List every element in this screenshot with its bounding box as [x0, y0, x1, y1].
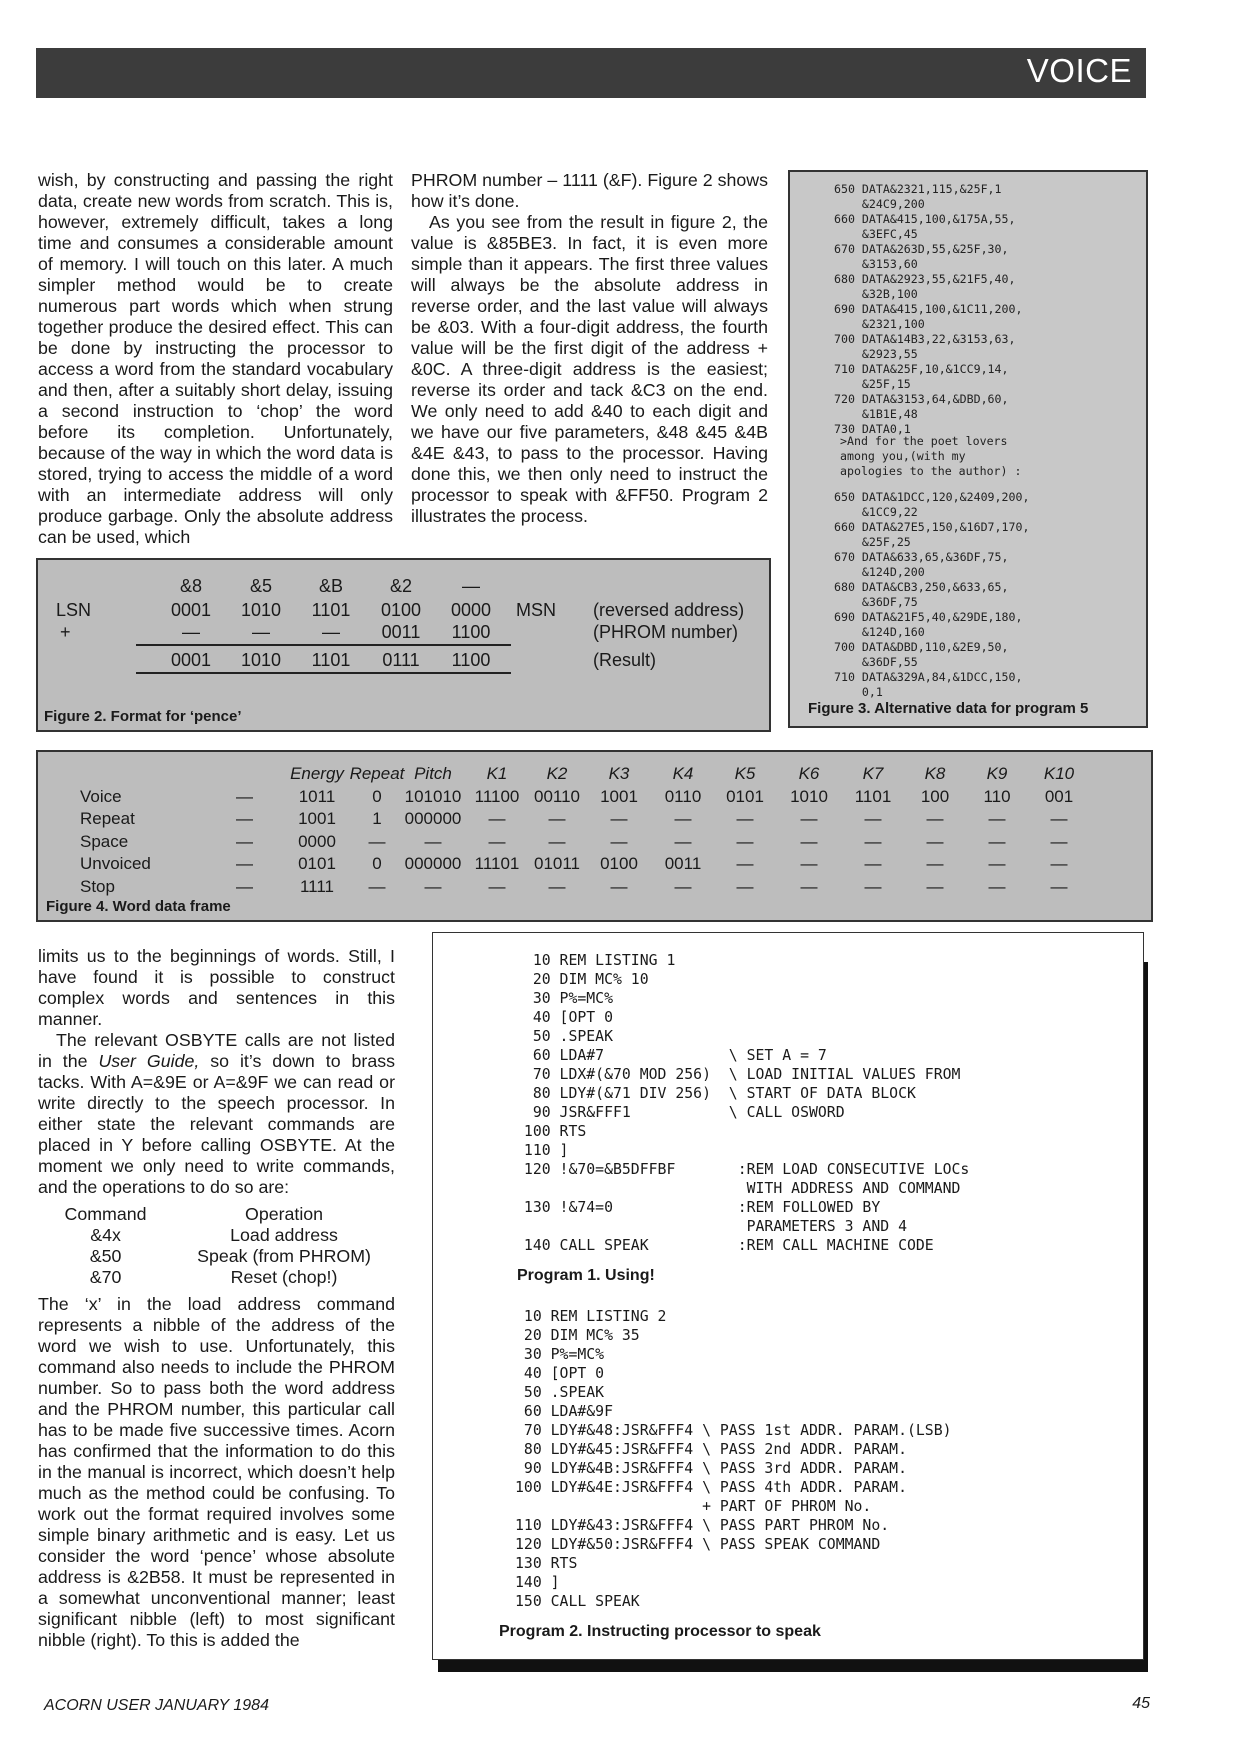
figure-4-row-label: Repeat	[80, 809, 135, 828]
figure-2-result-cell: 0001	[170, 650, 212, 670]
figure-2-cell: —	[322, 622, 340, 642]
figure-2-cell: 1100	[451, 622, 491, 642]
figure-4-cell: —	[488, 809, 506, 828]
figure-4-cell: —	[488, 831, 506, 851]
figure-4-column-header: K4	[672, 764, 694, 783]
figure-2-cell: 1101	[311, 600, 351, 620]
figure-4-cell: —	[548, 809, 566, 828]
figure-4-cell: 000000	[404, 854, 462, 873]
figure-4-cell: 0000	[298, 831, 336, 851]
figure-4-cell: 1001	[600, 786, 638, 806]
figure-2-header: &5	[249, 576, 273, 596]
figure-2-row-label: LSN	[56, 600, 92, 620]
article-column-1	[38, 170, 393, 548]
figure-2-result-cell: 1010	[240, 650, 282, 670]
figure-4-cell: —	[800, 876, 818, 896]
article-column-2	[411, 170, 768, 527]
figure-4-cell: —	[926, 831, 944, 851]
figure-4-column-header: Repeat	[349, 764, 405, 783]
figure-4-cell: 100	[920, 786, 950, 806]
figure-4-cell: —	[674, 831, 692, 851]
figure-4-cell: —	[424, 876, 442, 896]
figure-2-caption: Figure 2. Format for ‘pence’	[44, 708, 242, 725]
figure-2-row-note: (PHROM number)	[593, 622, 739, 642]
figure-4-cell: 0110	[664, 786, 702, 806]
figure-2-box	[36, 558, 771, 732]
figure-2-cell: —	[182, 622, 200, 642]
figure-4-cell: 1001	[298, 809, 336, 828]
figure-2-row-label: +	[60, 622, 71, 642]
section-title: VOICE	[1026, 52, 1132, 89]
figure-4-cell: —	[1050, 831, 1068, 851]
figure-4-cell: —	[800, 809, 818, 828]
page-number: 45	[1132, 1695, 1150, 1712]
article-paragraph: The ‘x’ in the load address command represents a nibble of the address of the word we wish to use. Unfortunately, this command also needs to include the PHROM number. So to pass both the word address and the PHROM number, this particular call has to be made five successive times. Acorn has confirmed that the information to do this in the manual is incorrect, which doesn’t help much as the method could be confusing. To work out the format required involves some simple binary arithmetic and is easy. Let us consider the word ‘pence’ whose absolute address is &2B58. It must be represented in a somewhat unconventional manner; least significant nibble (left) to most significant nibble (right). To this is added the	[38, 1294, 395, 1650]
figure-4-cell: —	[674, 876, 692, 896]
figure-4-cell: 0011	[664, 854, 702, 873]
figure-4-cell: —	[424, 831, 442, 851]
article-paragraph: PHROM number – 1111 (&F). Figure 2 shows how it’s done.	[411, 170, 768, 211]
figure-2-cell: 0000	[450, 600, 492, 620]
program-listings-box	[432, 932, 1144, 1660]
article-paragraph: As you see from the result in figure 2, the value is &85BE3. In fact, it is even more simple than it appears. The first three values will always be the absolute address in reverse order, and the last value will always be &03. With a four-digit address, the fourth value will be the first digit of the address + &0C. A three-digit address is the easiest; reverse its order and tack &C3 on the end. We only need to add &40 to each digit and we have our five parameters, &48 &45 &4B &4E &43, to pass to the processor. Having done this, we then only need to instruct the processor to speak with &FF50. Program 2 illustrates the process.	[411, 212, 768, 526]
figure-4-cell: —	[368, 831, 386, 851]
figure-3-caption: Figure 3. Alternative data for program 5	[808, 700, 1089, 717]
figure-4-cell: —	[610, 809, 628, 828]
figure-4-cell: 11101	[474, 854, 520, 873]
figure-2-result-rule	[136, 672, 511, 674]
figure-2-row-note: (Result)	[593, 650, 657, 670]
figure-4-column-header: K3	[608, 764, 630, 783]
command-row: &50 Speak (from PHROM)	[89, 1246, 371, 1266]
figure-4-cell: 1101	[854, 786, 892, 806]
command-table-header: Command Operation	[64, 1204, 324, 1224]
figure-4-row-dash: —	[236, 854, 253, 873]
figure-4-row-dash: —	[236, 831, 253, 851]
figure-4-cell: 110	[983, 786, 1011, 806]
footer-publication: ACORN USER JANUARY 1984	[44, 1697, 269, 1714]
figure-4-cell: 1010	[790, 786, 828, 806]
figure-2-header: &8	[179, 576, 203, 596]
figure-4-row-dash: —	[236, 876, 253, 896]
figure-4-cell: —	[548, 831, 566, 851]
article-paragraph: wish, by constructing and passing the right data, create new words from scratch. This is, however, extremely difficult, takes a long time and consumes a considerable amount of memory. I will touch on this later. A much simpler method would be to create numerous part words which when strung together produce the desired effect. This can be done by instructing the processor to access a word from the standard vocabulary and then, after a suitably short delay, issuing a second instruction to ‘chop’ the word before its completion. Unfortunately, because of the way in which the word data is stored, trying to access the middle of a word with an intermediate address will only produce garbage. Only the absolute address can be used, which	[38, 170, 393, 547]
figure-4-cell: 0	[372, 854, 382, 873]
figure-2-result-cell: 1101	[311, 650, 351, 670]
program-1-caption: Program 1. Using!	[517, 1267, 655, 1284]
figure-4-column-header: K1	[486, 764, 508, 783]
figure-4-cell: —	[368, 876, 386, 896]
figure-4-cell: —	[926, 854, 944, 873]
figure-4-column-header: Energy	[290, 764, 344, 783]
figure-4-row-label: Voice	[80, 786, 122, 806]
figure-4-cell: —	[1050, 876, 1068, 896]
user-guide-title: User Guide,	[98, 1051, 200, 1071]
command-row: &70 Reset (chop!)	[89, 1267, 338, 1287]
figure-4-cell: 1111	[299, 876, 335, 896]
figure-4-cell: 1	[372, 809, 382, 828]
figure-4-cell: 00110	[533, 786, 580, 806]
figure-4-column-header: K7	[862, 764, 884, 783]
figure-3-note: >And for the poet lovers among you,(with my apologies to the author) :	[840, 434, 1022, 478]
figure-2-msn-label: MSN	[516, 600, 556, 620]
figure-4-cell: 000000	[404, 809, 462, 828]
figure-4-cell: —	[736, 876, 754, 896]
figure-4-cell: —	[988, 854, 1006, 873]
figure-4-column-header: K6	[798, 764, 820, 783]
figure-4-cell: 0101	[726, 786, 764, 806]
program-2-listing: 10 REM LISTING 2 20 DIM MC% 35 30 P%=MC% 40 [OPT 0 50 .SPEAK 60 LDA#&9F 70 LDY#&48:JSR&FFF4 \ PASS 1st ADDR. PARAM.(LSB) 80 LDY#&45:JSR&FFF4 \ PASS 2nd ADDR. PARAM. 90 LDY#&4B:JSR&FFF4 \ PASS 3rd ADDR. PARAM. 100 LDY#&4E:JSR&FFF4 \ PASS 4th ADDR. PARAM. + PART OF PHROM No. 110 LDY#&43:JSR&FFF4 \ PASS PART PHROM No. 120 LDY#&50:JSR&FFF4 \ PASS SPEAK COMMAND 130 RTS 140 ] 150 CALL SPEAK	[515, 1308, 952, 1610]
figure-2-header: —	[462, 576, 480, 596]
figure-2-cell: 0011	[381, 622, 421, 642]
figure-4-cell: —	[736, 809, 754, 828]
figure-4-cell: 101010	[404, 786, 462, 806]
figure-4-cell: —	[864, 854, 882, 873]
figure-4-column-header: K9	[986, 764, 1008, 783]
figure-4-cell: 0101	[298, 854, 336, 873]
article-paragraph: limits us to the beginnings of words. Still, I have found it is possible to construct complex words and sentences in this manner.	[38, 946, 395, 1029]
figure-4-cell: —	[736, 831, 754, 851]
program-2-caption: Program 2. Instructing processor to speak	[499, 1623, 821, 1640]
figure-4-row-label: Unvoiced	[80, 854, 151, 873]
figure-2-cell: 1010	[240, 600, 282, 620]
figure-4-cell: —	[610, 831, 628, 851]
figure-4-cell: —	[864, 809, 882, 828]
command-row: &4x Load address	[90, 1225, 338, 1245]
figure-4-cell: —	[1050, 854, 1068, 873]
figure-4-cell: —	[1050, 809, 1068, 828]
figure-4-column-header: K8	[924, 764, 946, 783]
article-column-3	[38, 946, 395, 1651]
figure-4-column-header: K10	[1043, 764, 1075, 783]
figure-4-row-label: Space	[80, 831, 129, 851]
command-table	[38, 1204, 395, 1288]
figure-2-row-note: (reversed address)	[593, 600, 745, 620]
figure-4-cell: —	[674, 809, 692, 828]
figure-2-cell: 0100	[380, 600, 422, 620]
figure-4-cell: —	[864, 831, 882, 851]
figure-2-cell: 0001	[170, 600, 212, 620]
figure-4-cell: 0100	[600, 854, 638, 873]
figure-4-cell: —	[988, 876, 1006, 896]
figure-4-cell: —	[864, 876, 882, 896]
figure-4-cell: 1011	[298, 786, 336, 806]
figure-4-row-label: Stop	[80, 876, 115, 896]
figure-4-column-header: Pitch	[414, 764, 452, 783]
article-paragraph: The relevant OSBYTE calls are not listed in the User Guide, so it’s down to brass tacks. With A=&9E or A=&9F we can read or write directly to the speech processor. In either state the relevant commands are placed in Y before calling OSBYTE. At the moment we only need to write commands, and the operations to do so are:	[38, 1030, 395, 1197]
figure-4-cell: 0	[372, 786, 382, 806]
section-header-bar	[36, 48, 1146, 98]
figure-2-header: &2	[389, 576, 413, 596]
figure-4-cell: —	[926, 809, 944, 828]
figure-3-listing-1: 650 DATA&2321,115,&25F,1 &24C9,200 660 DATA&415,100,&175A,55, &3EFC,45 670 DATA&263D,55,&25F,30, &3153,60 680 DATA&2923,55,&21F5,40, &32B,100 690 DATA&415,100,&1C11,200, &2321,100 700 DATA&14B3,22,&3153,63, &2923,55 710 DATA&25F,10,&1CC9,14, &25F,15 720 DATA&3153,64,&DBD,60, &1B1E,48 730 DATA0,1	[834, 182, 1023, 436]
figure-4-row-dash: —	[236, 786, 253, 806]
figure-2-result-cell: 0111	[382, 650, 420, 670]
figure-4-cell: —	[610, 876, 628, 896]
figure-4-caption: Figure 4. Word data frame	[46, 898, 231, 915]
program-1-listing: 10 REM LISTING 1 20 DIM MC% 10 30 P%=MC% 40 [OPT 0 50 .SPEAK 60 LDA#7 \ SET A = 7 70 LDX#(&70 MOD 256) \ LOAD INITIAL VALUES FROM 80 LDY#(&71 DIV 256) \ START OF DATA BLOCK 90 JSR&FFF1 \ CALL OSWORD 100 RTS 110 ] 120 !&70=&B5DFFBF :REM LOAD CONSECUTIVE LOCs WITH ADDRESS AND COMMAND 130 !&74=0 :REM FOLLOWED BY PARAMETERS 3 AND 4 140 CALL SPEAK :REM CALL MACHINE CODE	[523, 952, 970, 1254]
figure-4-cell: —	[926, 876, 944, 896]
figure-4-row-dash: —	[236, 809, 253, 828]
figure-4-cell: —	[988, 831, 1006, 851]
figure-2-result-cell: 1100	[451, 650, 491, 670]
figure-4-column-header: K5	[734, 764, 756, 783]
figure-4-cell: —	[736, 854, 754, 873]
figure-4-cell: 01011	[533, 854, 580, 873]
figure-4-cell: 001	[1044, 786, 1074, 806]
figure-4-cell: —	[800, 831, 818, 851]
figure-2-cell: —	[252, 622, 270, 642]
figure-4-column-header: K2	[546, 764, 568, 783]
figure-4-cell: —	[988, 809, 1006, 828]
figure-4-cell: 11100	[474, 786, 520, 806]
figure-4-cell: —	[800, 854, 818, 873]
figure-2-header: &B	[318, 576, 343, 596]
figure-4-cell: —	[548, 876, 566, 896]
figure-4-cell: —	[488, 876, 506, 896]
figure-2-sum-rule	[136, 644, 511, 646]
figure-4-box	[36, 750, 1153, 922]
figure-3-box	[788, 170, 1148, 728]
figure-3-listing-2: 650 DATA&1DCC,120,&2409,200, &1CC9,22 660 DATA&27E5,150,&16D7,170, &25F,25 670 DATA&633,65,&36DF,75, &124D,200 680 DATA&CB3,250,&633,65, &36DF,75 690 DATA&21F5,40,&29DE,180, &124D,160 700 DATA&DBD,110,&2E9,50, &36DF,55 710 DATA&329A,84,&1DCC,150, 0,1	[834, 490, 1030, 699]
